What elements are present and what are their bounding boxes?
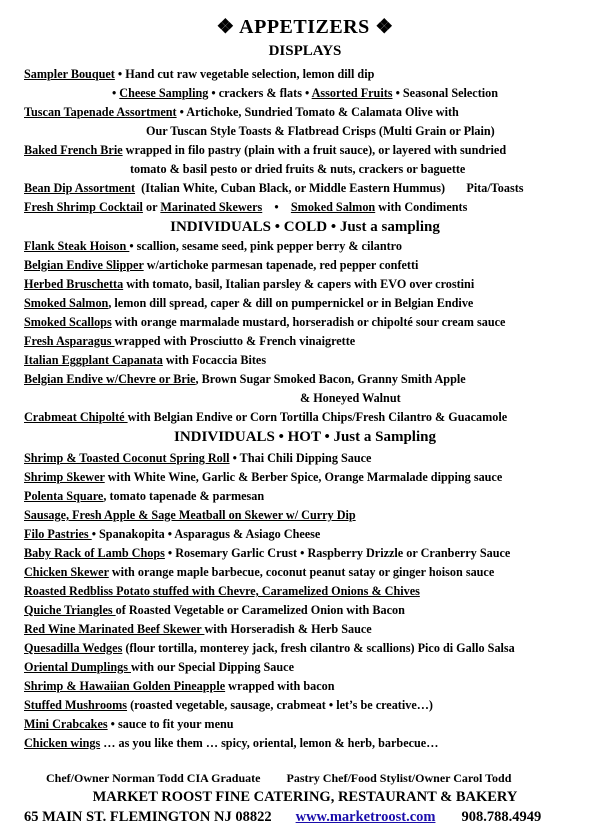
website-link[interactable]: www.marketroost.com <box>295 809 436 825</box>
item-name: Baby Rack of Lamb Chops <box>24 546 165 560</box>
item-desc: • Spanakopita • Asparagus & Asiago Cheese <box>91 527 321 541</box>
menu-item <box>24 508 356 523</box>
menu-item <box>24 334 355 349</box>
item-name: Red Wine Marinated Beef Skewer <box>24 622 205 636</box>
menu-item-tuscan-cont: Our Tuscan Style Toasts & Flatbread Crisps (Multi Grain or Plain) <box>146 124 495 138</box>
item-name: Tuscan Tapenade Assortment <box>24 105 177 119</box>
chef-credit: Chef/Owner Norman Todd CIA Graduate <box>46 771 261 785</box>
item-desc: with orange marmalade mustard, horseradish or chipolté sour cream sauce <box>111 315 506 329</box>
item-name: Sausage, Fresh Apple & Sage Meatball on Skewer w/ Curry Dip <box>24 508 356 522</box>
footer-credits <box>46 771 511 786</box>
item-desc: with our Special Dipping Sauce <box>131 660 294 674</box>
menu-item <box>24 698 433 713</box>
menu-item <box>24 736 438 751</box>
menu-item <box>24 527 320 542</box>
menu-item-brie: Baked French Brie wrapped in filo pastry (plain with a fruit sauce), or layered with sundried <box>24 143 507 157</box>
item-name: Belgian Endive Slipper <box>24 258 144 272</box>
pastry-credit: Pastry Chef/Food Stylist/Owner Carol Todd <box>286 771 512 785</box>
menu-item <box>24 315 505 330</box>
item-desc: , Brown Sugar Smoked Bacon, Granny Smith Apple <box>195 372 466 386</box>
item-desc: • sauce to fit your menu <box>107 717 234 731</box>
item-desc: of Roasted Vegetable or Caramelized Onion with Bacon <box>115 603 405 617</box>
section-hot: INDIVIDUALS • HOT • Just a Sampling <box>174 429 436 445</box>
menu-item <box>24 603 405 618</box>
item-name: Shrimp & Toasted Coconut Spring Roll <box>24 451 230 465</box>
item-name: Italian Eggplant Capanata <box>24 353 163 367</box>
item-desc: , tomato tapenade & parmesan <box>103 489 265 503</box>
item-name: Chicken wings <box>24 736 101 750</box>
section-cold: INDIVIDUALS • COLD • Just a sampling <box>170 219 440 235</box>
item-name: Bean Dip Assortment <box>24 181 136 195</box>
menu-item-bean: Bean Dip Assortment (Italian White, Cuban Black, or Middle Eastern Hummus) Pita/Toasts <box>24 181 524 195</box>
menu-item-crabmeat: Crabmeat Chipolté with Belgian Endive or Corn Tortilla Chips/Fresh Cilantro & Guacamole <box>24 410 508 424</box>
item-name: Fresh Shrimp Cocktail <box>24 200 143 214</box>
item-name: Fresh Asparagus <box>24 334 115 348</box>
menu-item <box>24 679 335 694</box>
menu-item <box>24 641 515 656</box>
section-displays: DISPLAYS <box>268 43 342 59</box>
item-desc: wrapped with Prosciutto & French vinaigrette <box>114 334 356 348</box>
item-desc: with orange maple barbecue, coconut peanut satay or ginger hoison sauce <box>108 565 495 579</box>
item-name: Roasted Redbliss Potato stuffed with Chevre, Caramelized Onions & Chives <box>24 584 420 598</box>
item-desc: with White Wine, Garlic & Berber Spice, Orange Marmalade dipping sauce <box>104 470 503 484</box>
menu-item <box>24 584 420 599</box>
menu-item <box>24 565 494 580</box>
item-desc: • scallion, sesame seed, pink pepper berry & cilantro <box>129 239 402 253</box>
item-desc: • Thai Chili Dipping Sauce <box>229 451 372 465</box>
menu-item <box>24 451 371 466</box>
item-desc: , lemon dill spread, caper & dill on pumpernickel or in Belgian Endive <box>108 296 474 310</box>
item-desc: (flour tortilla, monterey jack, fresh cilantro & scallions) Pico di Gallo Salsa <box>122 641 515 655</box>
menu-item <box>24 660 294 675</box>
page-title: ❖ APPETIZERS ❖ <box>216 16 394 38</box>
menu-item <box>24 622 372 637</box>
item-name: Shrimp & Hawaiian Golden Pineapple <box>24 679 226 693</box>
item-name: Cheese Sampling <box>119 86 209 100</box>
item-desc: wrapped with bacon <box>225 679 335 693</box>
item-desc: (roasted vegetable, sausage, crabmeat • let’s be creative…) <box>127 698 433 712</box>
menu-item <box>24 717 234 732</box>
item-name: Assorted Fruits <box>311 86 393 100</box>
item-name: Shrimp Skewer <box>24 470 105 484</box>
item-name: Baked French Brie <box>24 143 123 157</box>
item-name: Stuffed Mushrooms <box>24 698 128 712</box>
item-name: Filo Pastries <box>24 527 92 541</box>
menu-item <box>24 277 474 292</box>
item-desc: • Rosemary Garlic Crust • Raspberry Drizzle or Cranberry Sauce <box>164 546 511 560</box>
item-name: Smoked Salmon <box>290 200 376 214</box>
item-name: Smoked Scallops <box>24 315 112 329</box>
address: 65 MAIN ST. FLEMINGTON NJ 08822 <box>24 809 272 825</box>
menu-item <box>24 239 402 254</box>
menu-item <box>24 470 502 485</box>
item-desc: with tomato, basil, Italian parsley & capers with EVO over crostini <box>123 277 475 291</box>
phone: 908.788.4949 <box>461 809 542 825</box>
menu-item-shrimp-skewers-salmon: Fresh Shrimp Cocktail or Marinated Skewers • Smoked Salmon with Condiments <box>24 200 468 214</box>
menu-item-cold-cont: & Honeyed Walnut <box>300 391 401 405</box>
item-name: Marinated Skewers <box>160 200 263 214</box>
item-name: Belgian Endive w/Chevre or Brie <box>24 372 196 386</box>
item-name: Polenta Square <box>24 489 104 503</box>
item-name: Chicken Skewer <box>24 565 109 579</box>
item-desc: … as you like them … spicy, oriental, lemon & herb, barbecue… <box>100 736 439 750</box>
item-name: Herbed Bruschetta <box>24 277 124 291</box>
menu-item <box>24 258 418 273</box>
menu-item-cheese: • Cheese Sampling • crackers & flats • Assorted Fruits • Seasonal Selection <box>111 86 499 100</box>
item-desc: with Focaccia Bites <box>162 353 267 367</box>
business-name: MARKET ROOST FINE CATERING, RESTAURANT & BAKERY <box>92 789 518 805</box>
item-name: Flank Steak Hoison <box>24 239 130 253</box>
menu-item <box>24 353 266 368</box>
menu-item-brie-cont: tomato & basil pesto or dried fruits & nuts, crackers or baguette <box>130 162 466 176</box>
item-name: Crabmeat Chipolté <box>24 410 128 424</box>
item-name: Oriental Dumplings <box>24 660 131 674</box>
menu-item <box>24 546 510 561</box>
menu-item-tuscan: Tuscan Tapenade Assortment • Artichoke, Sundried Tomato & Calamata Olive with <box>24 105 459 119</box>
menu-item-sampler: Sampler Bouquet • Hand cut raw vegetable selection, lemon dill dip <box>24 67 375 81</box>
item-name: Quiche Triangles <box>24 603 116 617</box>
menu-item <box>24 296 473 311</box>
item-name: Mini Crabcakes <box>24 717 108 731</box>
item-name: Sampler Bouquet <box>24 67 115 81</box>
item-desc: w/artichoke parmesan tapenade, red pepper confetti <box>143 258 419 272</box>
item-desc: with Horseradish & Herb Sauce <box>204 622 372 636</box>
contact-line <box>24 809 541 826</box>
menu-item <box>24 372 466 387</box>
item-name: Quesadilla Wedges <box>24 641 123 655</box>
menu-item <box>24 489 264 504</box>
item-name: Smoked Salmon <box>24 296 109 310</box>
